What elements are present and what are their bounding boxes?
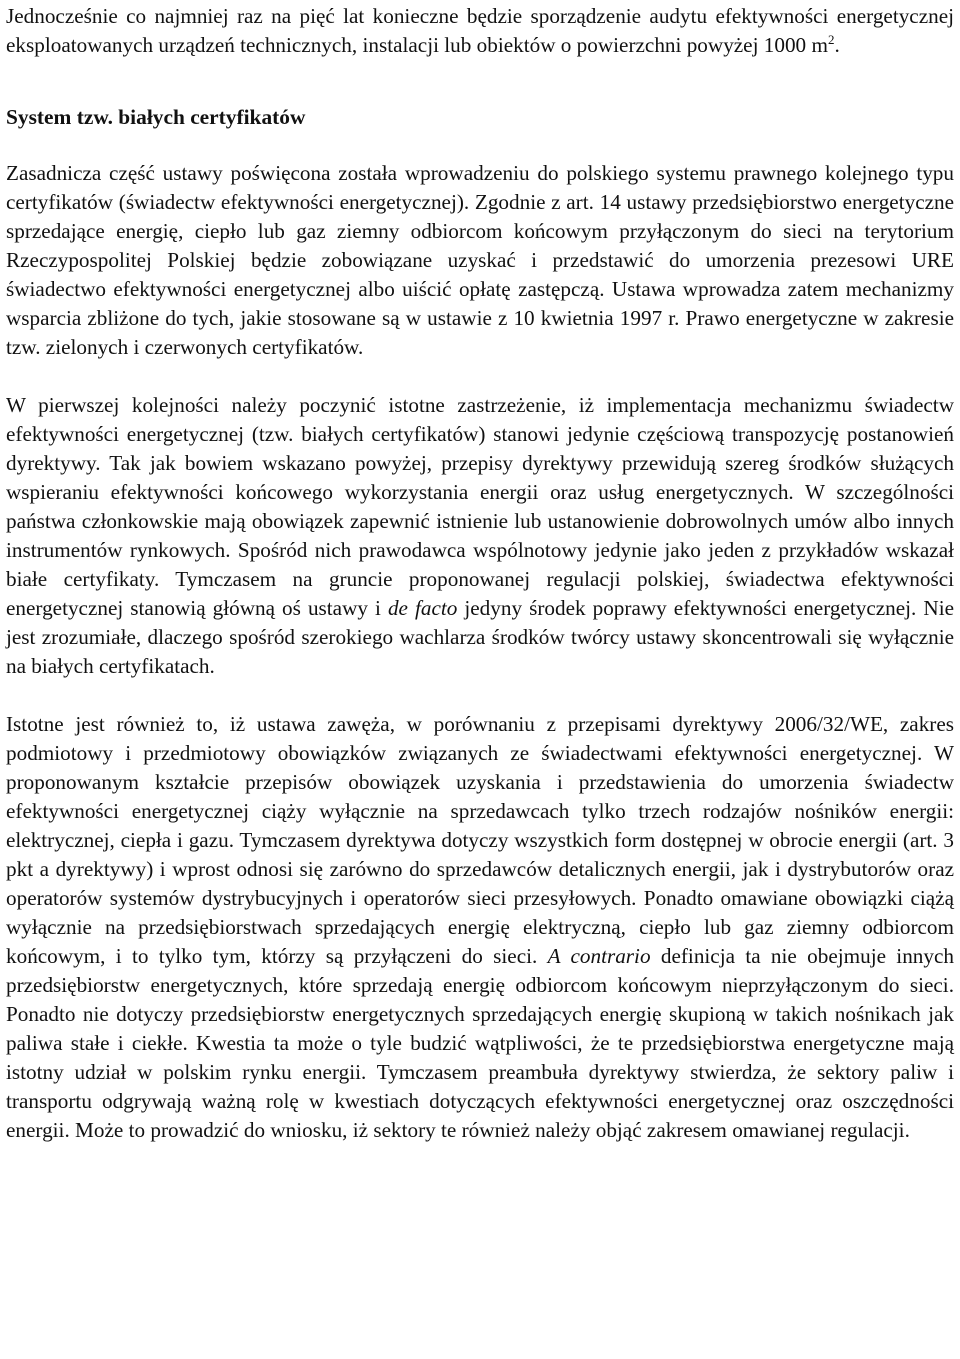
superscript: 2 xyxy=(827,32,835,47)
section-heading: System tzw. białych certyfikatów xyxy=(6,105,306,129)
paragraph-3 xyxy=(6,710,954,1145)
paragraph-3-text: Istotne jest również to, iż ustawa zawęża, w porównaniu z przepisami dyrektywy 2006/32/WE, zakres podmiotowy i przedmiotowy obowiązków związanych ze świadectwami efektywności energetycznej. W proponowanym kształcie przepisów obowiązek uzyskania i przedstawienia do umorzenia świadectw efektywności energetycznej ciąży wyłącznie na sprzedawcach tylko trzech rodzajów nośników energii: elektrycznej, ciepła i gazu. Tymczasem dyrektywa dotyczy wszystkich form dostępnej w obrocie energii (art. 3 pkt a dyrektywy) i wprost odnosi się zarówno do sprzedawców detalicznych energii, jak i dystrybutorów oraz operatorów systemów dystrybucyjnych i operatorów sieci przesyłowych. Ponadto omawiane obowiązki ciążą wyłącznie na przedsiębiorstwach sprzedających energię elektryczną, ciepło lub gaz ziemny odbiorcom końcowym, i to tylko tym, którzy są przyłączeni do sieci. xyxy=(6,712,954,968)
paragraph-2-text: W pierwszej kolejności należy poczynić istotne zastrzeżenie, iż implementacja mechanizmu świadectw efektywności energetycznej (tzw. białych certyfikatów) stanowi jedynie częściową transpozycję postanowień dyrektywy. Tak jak bowiem wskazano powyżej, przepisy dyrektywy przewidują szereg środków służących wspieraniu efektywności końcowego wykorzystania energii oraz usług energetycznych. W szczególności państwa członkowskie mają obowiązek zapewnić istnienie lub ustanowienie dobrowolnych umów albo innych instrumentów rynkowych. Spośród nich prawodawca wspólnotowy jedynie jako jeden z przykładów wskazał białe certyfikaty. Tymczasem na gruncie proponowanej regulacji polskiej, świadectwa efektywności energetycznej stanowią główną oś ustawy i xyxy=(6,393,954,620)
paragraph-1: Zasadnicza część ustawy poświęcona została wprowadzeniu do polskiego systemu prawnego kolejnego typu certyfikatów (świadectw efektywności energetycznej). Zgodnie z art. 14 ustawy przedsiębiorstwo energetyczne sprzedające energię, ciepło lub gaz ziemny odbiorcom końcowym przyłączonym do sieci na terytorium Rzeczypospolitej Polskiej będzie zobowiązane uzyskać i przedstawić do umorzenia prezesowi URE świadectwo efektywności energetycznej albo uiścić opłatę zastępczą. Ustawa wprowadza zatem mechanizmy wsparcia zbliżone do tych, jakie stosowane są w ustawie z 10 kwietnia 1997 r. Prawo energetyczne w zakresie tzw. zielonych i czerwonych certyfikatów. xyxy=(6,161,954,359)
paragraph-2 xyxy=(6,391,954,681)
italic-phrase: de facto xyxy=(387,596,458,620)
intro-text-end: . xyxy=(834,33,840,57)
paragraph-3-text-end: definicja ta nie obejmuje innych przedsiębiorstw energetycznych, które sprzedają energię odbiorcom końcowym nieprzyłączonym do sieci. Ponadto nie dotyczy przedsiębiorstw energetycznych sprzedających energię skupioną w takich nośnikach jak paliwa stałe i ciekłe. Kwestia ta może o tyle budzić wątpliwości, że te przedsiębiorstwa energetyczne mają istotny udział w polskim rynku energii. Tymczasem preambuła dyrektywy stwierdza, że sektory paliw i transportu odgrywają ważną rolę w kwestiach dotyczących efektywności energetycznej oraz oszczędności energii. Może to prowadzić do wniosku, iż sektory te również należy objąć zakresem omawianej regulacji. xyxy=(6,944,954,1142)
italic-phrase: A contrario xyxy=(547,944,651,968)
document-page xyxy=(6,0,954,1145)
intro-text: Jednocześnie co najmniej raz na pięć lat konieczne będzie sporządzenie audytu efektywności energetycznej eksploatowanych urządzeń technicznych, instalacji lub obiektów o powierzchni powyżej 1000 m xyxy=(6,4,954,57)
intro-paragraph xyxy=(6,2,954,60)
paragraph-2-text-end: jedyny środek poprawy efektywności energetycznej. Nie jest zrozumiałe, dlaczego spośród szerokiego wachlarza środków twórcy ustawy skoncentrowali się wyłącznie na białych certyfikatach. xyxy=(6,596,954,678)
